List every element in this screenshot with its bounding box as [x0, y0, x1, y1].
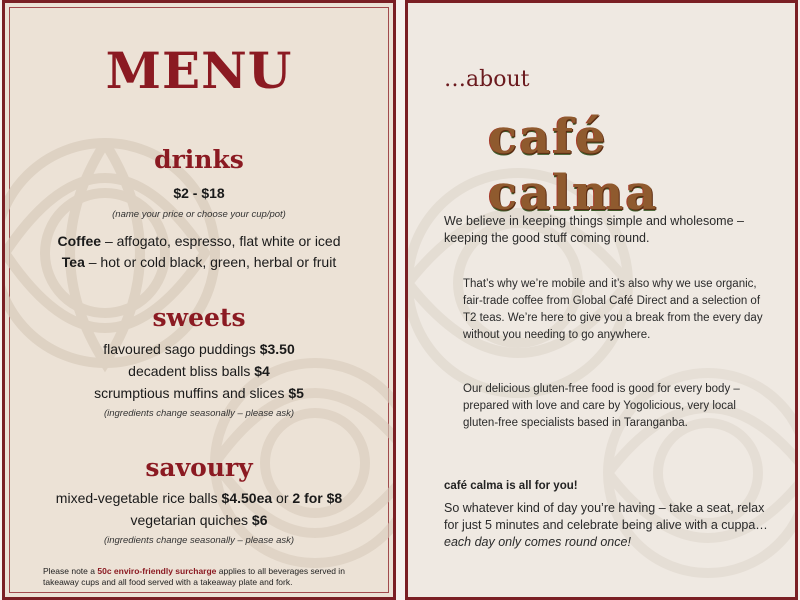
sweets-item-2-price: $4 — [254, 363, 270, 379]
closing-text: So whatever kind of day you’re having – take a seat, relax for just 5 minutes and celebrate being alive with a cuppa… — [444, 501, 768, 532]
savoury-item-2-text: vegetarian quiches — [130, 512, 252, 528]
brand-logo: café calma — [488, 109, 659, 221]
about-paragraph-2: That’s why we’re mobile and it’s also why we use organic, fair-trade coffee from Global Café Direct and a selection of T2 teas. We’re here to give you a break from the every day without you needing to go anywhere. — [463, 278, 763, 341]
coffee-label: Coffee — [57, 233, 102, 249]
sweets-item-1-price: $3.50 — [259, 341, 295, 357]
savoury-item-1-price: $4.50ea — [221, 490, 273, 506]
footnote-highlight: 50c enviro-friendly surcharge — [97, 566, 217, 576]
about-tagline: café calma is all for you! — [444, 480, 578, 492]
footnote-prefix: Please note a — [43, 566, 98, 576]
drinks-note: (name your price or choose your cup/pot) — [112, 209, 286, 220]
sweets-item-3 — [5, 385, 393, 401]
savoury-item-1-mid: or — [272, 490, 293, 506]
sweets-item-1-text: flavoured sago puddings — [103, 341, 260, 357]
savoury-item-1-text: mixed-vegetable rice balls — [55, 490, 222, 506]
closing-italic: each day only comes round once! — [444, 535, 631, 549]
drinks-title: drinks — [154, 145, 244, 174]
about-panel — [405, 0, 798, 600]
sweets-item-2-text: decadent bliss balls — [128, 363, 255, 379]
tea-text: – hot or cold black, green, herbal or fruit — [84, 254, 337, 270]
drinks-price: $2 - $18 — [173, 185, 225, 201]
sweets-note: (ingredients change seasonally – please ask) — [103, 408, 295, 419]
sweets-title: sweets — [152, 303, 246, 332]
savoury-item-1-price2: 2 for $8 — [292, 490, 343, 506]
savoury-item-2 — [5, 512, 393, 528]
savoury-item-1 — [5, 490, 393, 506]
mandala-ornament-icon — [578, 323, 798, 600]
tea-label: Tea — [61, 254, 85, 270]
menu-title: MENU — [105, 41, 293, 100]
footnote-suffix: applies to all beverages served in takeaway cups and all food served with a takeaway plate and fork. — [43, 566, 345, 587]
about-heading: …about — [444, 67, 530, 92]
sweets-item-2 — [5, 363, 393, 379]
sweets-item-3-price: $5 — [288, 385, 304, 401]
menu-panel — [2, 0, 396, 600]
savoury-note: (ingredients change seasonally – please ask) — [103, 535, 295, 546]
about-paragraph-3: Our delicious gluten-free food is good for every body – prepared with love and care by Yogolicious, very local gluten-free specialists based in Taranganba. — [463, 383, 740, 429]
savoury-title: savoury — [145, 453, 253, 482]
coffee-text: – affogato, espresso, flat white or iced — [101, 233, 341, 249]
sweets-item-1 — [5, 341, 393, 357]
sweets-item-3-text: scrumptious muffins and slices — [94, 385, 289, 401]
about-closing — [444, 500, 774, 551]
savoury-item-2-price: $6 — [251, 512, 268, 528]
surcharge-footnote — [43, 566, 373, 588]
tea-line — [5, 254, 393, 270]
about-paragraph-1: We believe in keeping things simple and wholesome – keeping the good stuff coming round. — [444, 214, 744, 245]
coffee-line — [5, 233, 393, 249]
